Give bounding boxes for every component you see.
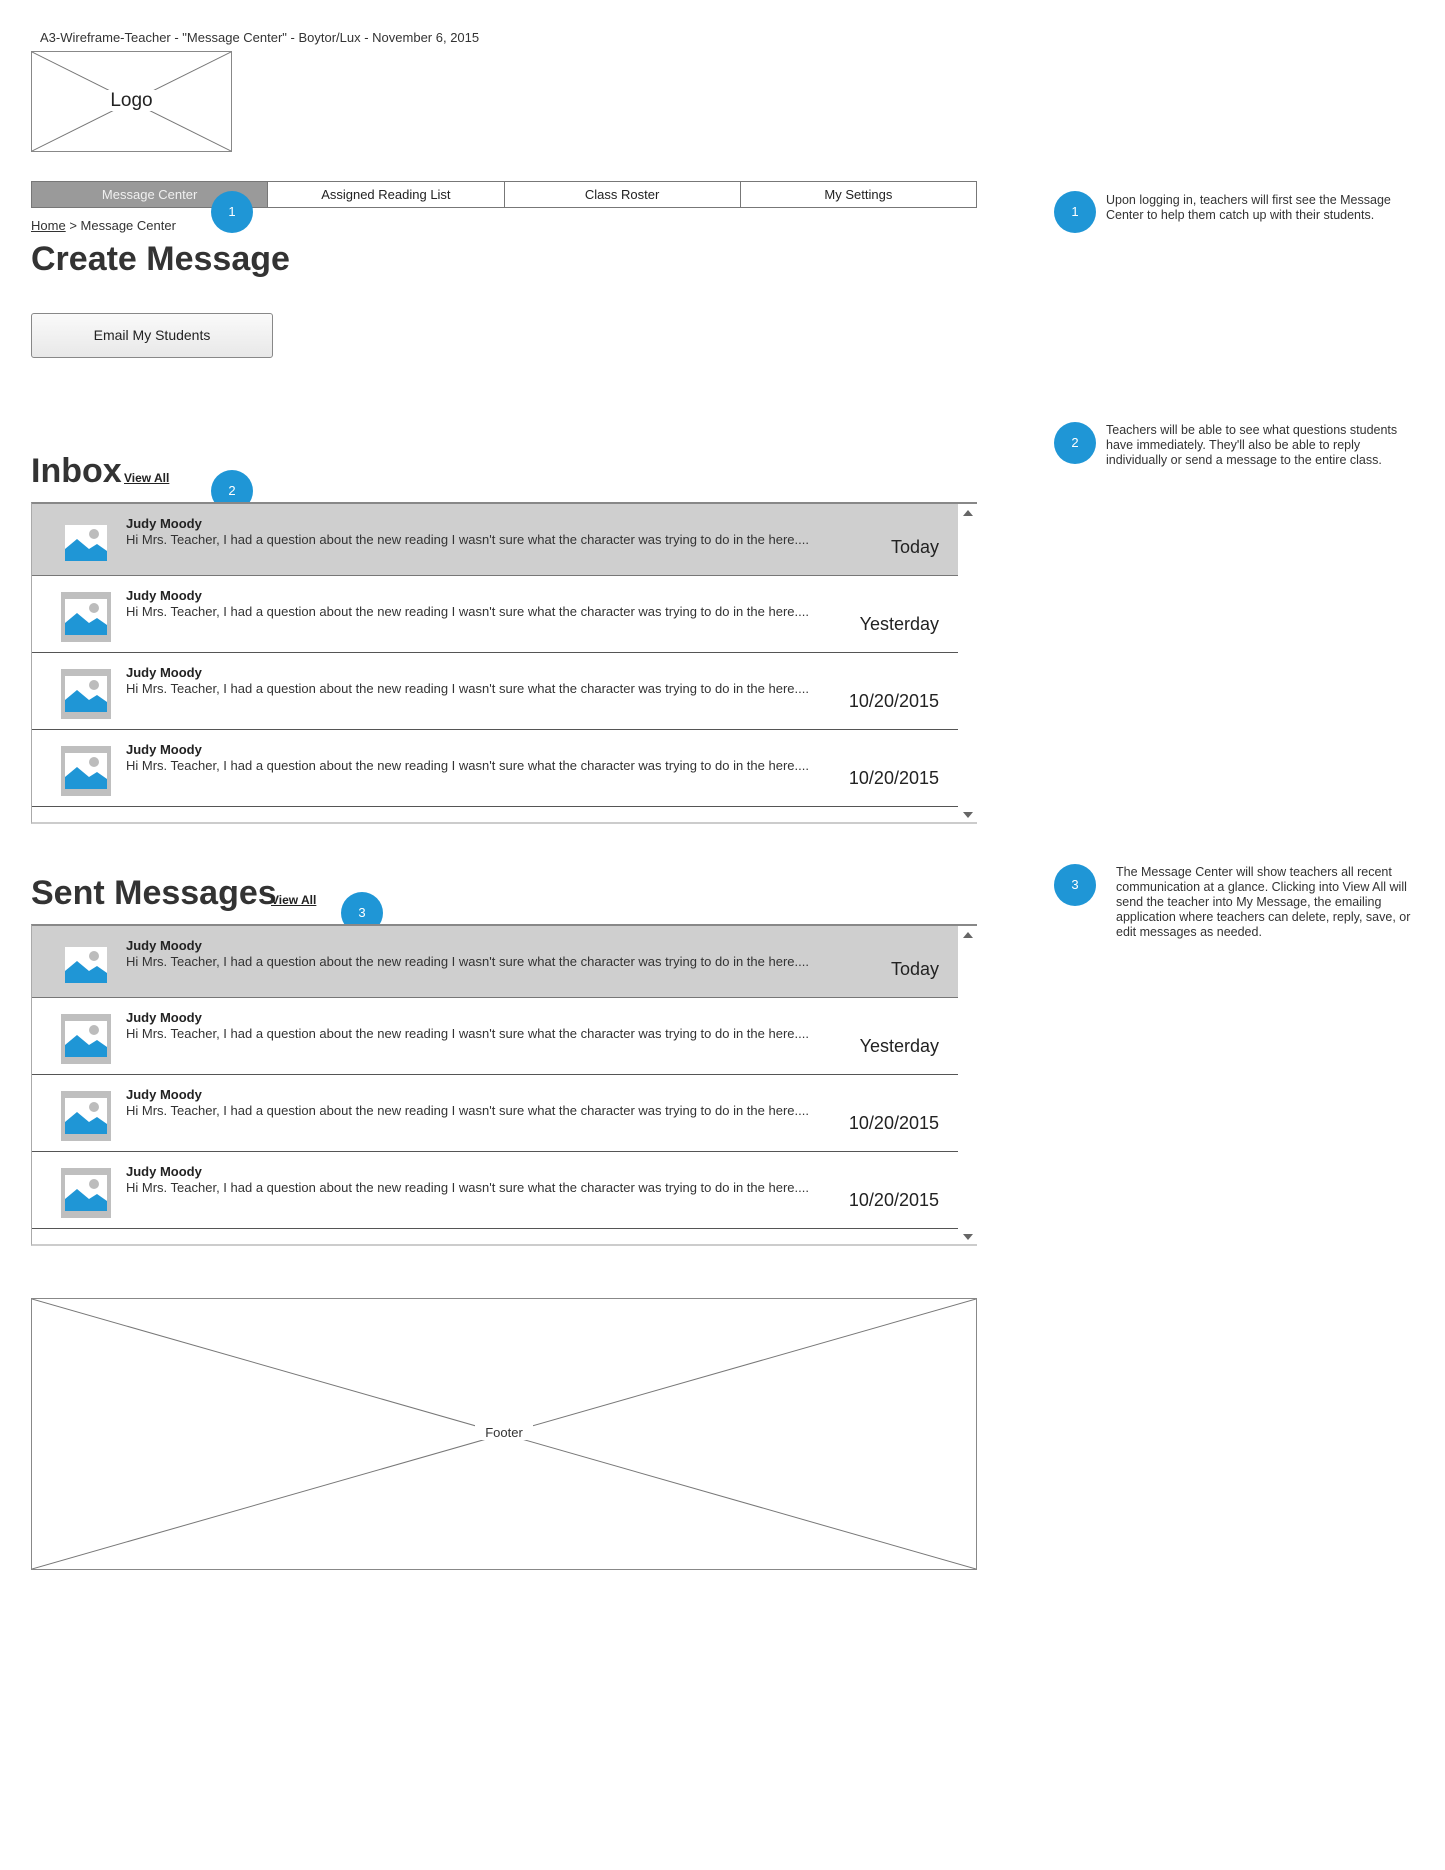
- sent-messages-heading: Sent Messages: [31, 874, 277, 912]
- inbox-list: [31, 502, 977, 824]
- sender-avatar: [61, 518, 111, 568]
- message-date: 10/20/2015: [848, 768, 939, 788]
- annotation-marker-1: 1: [211, 191, 253, 233]
- annotation-marker-3: 3: [341, 892, 383, 934]
- image-placeholder-icon: [65, 676, 107, 712]
- sent-view-all-link[interactable]: View All: [271, 893, 317, 907]
- annotation-marker-2-side: 2: [1054, 422, 1096, 464]
- annotation-marker-3-side: 3: [1054, 864, 1096, 906]
- tab-my-settings[interactable]: My Settings: [824, 187, 893, 202]
- tab-message-center[interactable]: Message Center: [32, 182, 268, 207]
- message-row[interactable]: [32, 504, 959, 576]
- create-message-heading: Create Message: [31, 240, 290, 278]
- image-placeholder-icon: [65, 525, 107, 561]
- message-row[interactable]: [32, 730, 959, 807]
- message-preview: Hi Mrs. Teacher, I had a question about the new reading I wasn't sure what the character was trying to do in the here....: [126, 1026, 809, 1041]
- tab-class-roster[interactable]: Class Roster: [505, 182, 741, 207]
- sent-rows: [32, 926, 959, 1229]
- annotation-marker-2: 2: [211, 470, 253, 512]
- scroll-up-icon[interactable]: [963, 932, 973, 938]
- message-date: Yesterday: [859, 1036, 939, 1056]
- message-preview: Hi Mrs. Teacher, I had a question about the new reading I wasn't sure what the character was trying to do in the here....: [126, 532, 809, 547]
- sender-avatar: [61, 746, 111, 796]
- message-sender: Judy Moody: [126, 516, 202, 531]
- message-date: 10/20/2015: [848, 1190, 939, 1210]
- message-date: Today: [890, 537, 939, 557]
- message-row[interactable]: [32, 926, 959, 998]
- message-sender: Judy Moody: [126, 1010, 202, 1025]
- annotation-note-1: Upon logging in, teachers will first see the Message Center to help them catch up with their students.: [1106, 193, 1391, 222]
- inbox-rows: [32, 504, 959, 807]
- message-row[interactable]: [32, 653, 959, 730]
- message-date: 10/20/2015: [848, 691, 939, 711]
- message-sender: Judy Moody: [126, 588, 202, 603]
- sender-avatar: [61, 592, 111, 642]
- scroll-down-icon[interactable]: [963, 1234, 973, 1240]
- sender-avatar: [61, 1091, 111, 1141]
- scroll-down-icon[interactable]: [963, 812, 973, 818]
- document-title: A3-Wireframe-Teacher - "Message Center" - Boytor/Lux - November 6, 2015: [40, 30, 480, 45]
- inbox-scrollbar[interactable]: [958, 504, 977, 822]
- message-date: Yesterday: [859, 614, 939, 634]
- image-placeholder-icon: [65, 1175, 107, 1211]
- annotation-note-2: Teachers will be able to see what questions students have immediately. They'll also be able to reply individually or send a message to the entire class.: [1106, 423, 1398, 467]
- message-sender: Judy Moody: [126, 1087, 202, 1102]
- tab-assigned-reading-list[interactable]: Assigned Reading List: [268, 182, 504, 207]
- message-sender: Judy Moody: [126, 742, 202, 757]
- sender-avatar: [61, 1014, 111, 1064]
- email-my-students-button[interactable]: Email My Students: [31, 313, 273, 358]
- message-sender: Judy Moody: [126, 665, 202, 680]
- message-date: Today: [890, 959, 939, 979]
- image-placeholder-icon: [65, 947, 107, 983]
- message-preview: Hi Mrs. Teacher, I had a question about the new reading I wasn't sure what the character was trying to do in the here....: [126, 681, 809, 696]
- sender-avatar: [61, 940, 111, 990]
- annotation-marker-1-side: 1: [1054, 191, 1096, 233]
- message-preview: Hi Mrs. Teacher, I had a question about the new reading I wasn't sure what the character was trying to do in the here....: [126, 1180, 809, 1195]
- footer-placeholder: [31, 1298, 977, 1570]
- image-placeholder-icon: [65, 1021, 107, 1057]
- annotation-note-3: The Message Center will show teachers all recent communication at a glance. Clicking into View All will send the teacher into My Message, the emailing application where teachers can delete, reply, save, or edit messages as needed.: [1116, 865, 1411, 939]
- message-preview: Hi Mrs. Teacher, I had a question about the new reading I wasn't sure what the character was trying to do in the here....: [126, 604, 809, 619]
- image-placeholder-icon: [65, 753, 107, 789]
- message-sender: Judy Moody: [126, 938, 202, 953]
- image-placeholder-icon: [65, 1098, 107, 1134]
- message-preview: Hi Mrs. Teacher, I had a question about the new reading I wasn't sure what the character was trying to do in the here....: [126, 954, 809, 969]
- image-placeholder-icon: [65, 599, 107, 635]
- message-row[interactable]: [32, 576, 959, 653]
- message-preview: Hi Mrs. Teacher, I had a question about the new reading I wasn't sure what the character was trying to do in the here....: [126, 1103, 809, 1118]
- message-row[interactable]: [32, 1075, 959, 1152]
- inbox-heading: Inbox: [31, 452, 122, 490]
- breadcrumb-separator: >: [69, 218, 77, 233]
- footer-label: Footer: [475, 1425, 533, 1440]
- sent-messages-list: [31, 924, 977, 1246]
- message-row[interactable]: [32, 998, 959, 1075]
- main-nav: [31, 181, 977, 208]
- inbox-view-all-link[interactable]: View All: [124, 471, 170, 485]
- scroll-up-icon[interactable]: [963, 510, 973, 516]
- sent-scrollbar[interactable]: [958, 926, 977, 1244]
- sender-avatar: [61, 1168, 111, 1218]
- message-row[interactable]: [32, 1152, 959, 1229]
- logo-label: Logo: [104, 90, 158, 111]
- message-date: 10/20/2015: [848, 1113, 939, 1133]
- breadcrumb: [31, 218, 176, 233]
- sender-avatar: [61, 669, 111, 719]
- breadcrumb-current: Message Center: [80, 218, 176, 233]
- logo-placeholder: [31, 51, 232, 152]
- message-sender: Judy Moody: [126, 1164, 202, 1179]
- message-preview: Hi Mrs. Teacher, I had a question about the new reading I wasn't sure what the character was trying to do in the here....: [126, 758, 809, 773]
- breadcrumb-home-link[interactable]: Home: [31, 218, 66, 233]
